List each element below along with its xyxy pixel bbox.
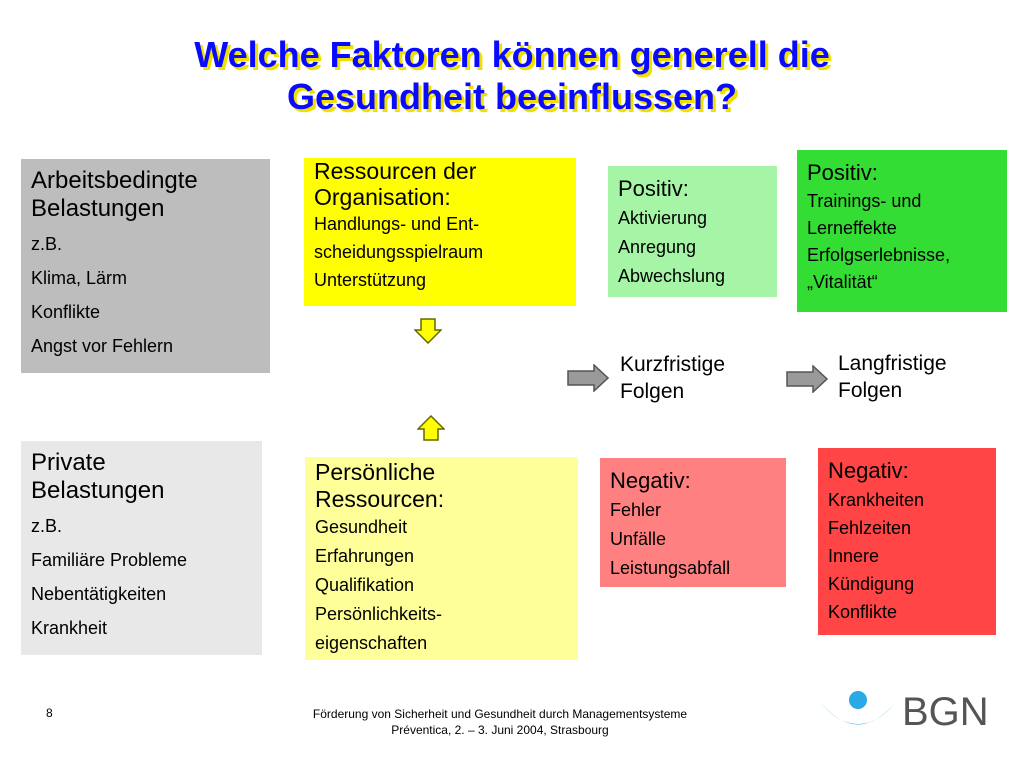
- positive-long-term-box: [797, 150, 1007, 312]
- list-item: eigenschaften: [315, 633, 428, 653]
- list-item: Familiäre Probleme: [31, 550, 188, 570]
- bgn-figure-icon: [818, 686, 898, 736]
- list-item: Konflikte: [828, 602, 898, 622]
- list-item: Gesundheit: [315, 517, 408, 537]
- list-item: Trainings- und: [807, 191, 922, 211]
- personal-resources-box: [305, 457, 578, 660]
- list-item: Anregung: [618, 237, 697, 257]
- page-number: 8: [46, 706, 53, 720]
- list-item: Lerneffekte: [807, 218, 897, 238]
- list-item: Kündigung: [828, 574, 915, 594]
- negative-short-term-heading: Negativ:: [610, 468, 691, 493]
- list-item: Aktivierung: [618, 208, 708, 228]
- list-item: Fehlzeiten: [828, 518, 912, 538]
- list-item: Unterstützung: [314, 270, 427, 290]
- negative-short-term-box: [600, 458, 786, 587]
- list-item: Erfahrungen: [315, 546, 415, 566]
- right-arrow-icon: [567, 364, 609, 392]
- work-stress-box: [21, 159, 270, 373]
- negative-long-term-heading: Negativ:: [828, 458, 909, 483]
- list-item: Qualifikation: [315, 575, 415, 595]
- work-stress-heading-2: Belastungen: [31, 195, 165, 222]
- list-item: Fehler: [610, 500, 662, 520]
- personal-resources-heading-2: Ressourcen:: [315, 486, 445, 512]
- list-item: Krankheiten: [828, 490, 925, 510]
- private-stress-heading-1: Private: [31, 449, 106, 476]
- list-item: Erfolgserlebnisse,: [807, 245, 951, 265]
- bgn-logo: [818, 686, 998, 736]
- private-stress-box: [21, 441, 262, 655]
- long-term-label-line-1: Langfristige: [838, 352, 947, 375]
- right-arrow-icon: [786, 365, 828, 393]
- personal-resources-heading-1: Persönliche: [315, 459, 436, 485]
- list-item: Leistungsabfall: [610, 558, 731, 578]
- org-resources-heading-1: Ressourcen der: [314, 158, 477, 184]
- org-resources-heading-2: Organisation:: [314, 184, 451, 210]
- down-arrow-icon: [414, 318, 442, 344]
- title-line-1: Welche Faktoren können generell die: [194, 34, 830, 75]
- footer-text: [300, 706, 700, 738]
- short-term-label-line-1: Kurzfristige: [620, 353, 726, 376]
- short-term-label: [620, 351, 725, 405]
- list-item: Klima, Lärm: [31, 268, 128, 288]
- list-item: z.B.: [31, 234, 63, 254]
- work-stress-heading-1: Arbeitsbedingte: [31, 167, 198, 194]
- title-line-2: Gesundheit beeinflussen?: [286, 76, 738, 117]
- list-item: z.B.: [31, 516, 63, 536]
- list-item: scheidungsspielraum: [314, 242, 484, 262]
- list-item: „Vitalität“: [807, 272, 878, 292]
- negative-long-term-box: [818, 448, 996, 635]
- footer-line-2: Préventica, 2. – 3. Juni 2004, Strasbourg: [391, 723, 609, 737]
- short-term-label-line-2: Folgen: [620, 380, 685, 403]
- list-item: Krankheit: [31, 618, 108, 638]
- positive-long-term-heading: Positiv:: [807, 160, 878, 185]
- positive-short-term-box: [608, 166, 777, 297]
- slide-title: [0, 34, 1024, 118]
- list-item: Handlungs- und Ent-: [314, 214, 480, 234]
- private-stress-heading-2: Belastungen: [31, 477, 165, 504]
- list-item: Persönlichkeits-: [315, 604, 443, 624]
- list-item: Angst vor Fehlern: [31, 336, 174, 356]
- list-item: Unfälle: [610, 529, 667, 549]
- list-item: Nebentätigkeiten: [31, 584, 167, 604]
- list-item: Innere: [828, 546, 880, 566]
- long-term-label-line-2: Folgen: [838, 379, 903, 402]
- logo-text: BGN: [902, 690, 989, 734]
- up-arrow-icon: [417, 415, 445, 441]
- org-resources-box: [304, 158, 576, 306]
- list-item: Konflikte: [31, 302, 101, 322]
- list-item: Abwechslung: [618, 266, 726, 286]
- long-term-label: [838, 350, 947, 404]
- positive-short-term-heading: Positiv:: [618, 176, 689, 201]
- footer-line-1: Förderung von Sicherheit und Gesundheit durch Managementsysteme: [312, 707, 688, 721]
